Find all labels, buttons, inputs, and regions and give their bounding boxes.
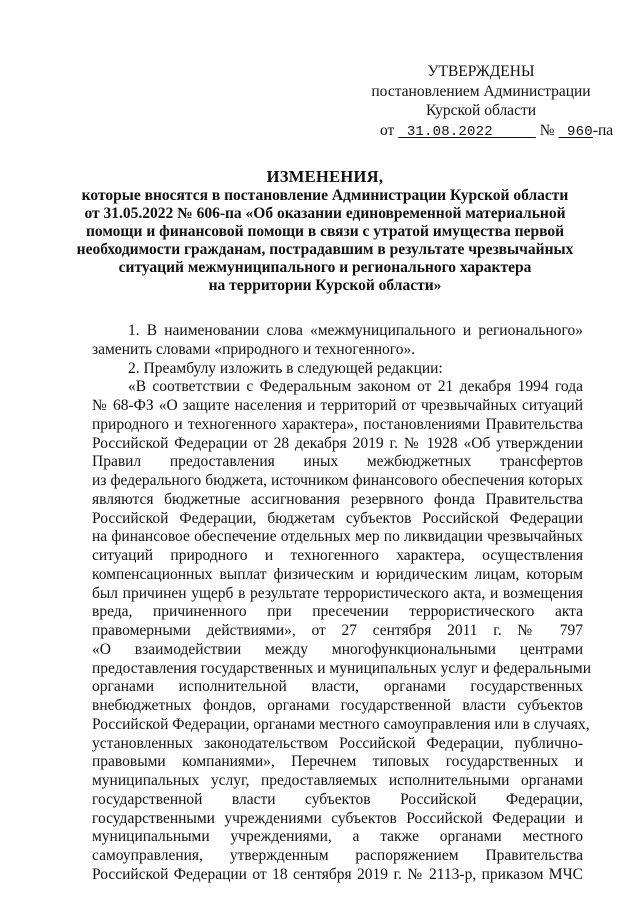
body-line: был причинен ущерб в результате террористического акта, и возмещения (92, 584, 583, 602)
body-line: муниципальными учреждениями, а также органами местного (92, 828, 583, 846)
body-line: вреда, причиненного при пресечении террористического акта (92, 603, 583, 621)
title-line: на территории Курской области» (208, 277, 442, 294)
body-line: самоуправления, утвержденным распоряжением Правительства (92, 847, 583, 864)
body-line: 2. Преамбулу изложить в следующей редакции: (128, 359, 443, 377)
approved-by-line: постановлением Администрации (371, 82, 591, 100)
date-prefix: от (380, 121, 395, 139)
body-line: «В соответствии с Федеральным законом от 21 декабря 1994 года (128, 378, 583, 396)
body-line: муниципальных услуг, предоставляемых исполнительными органами (92, 772, 583, 789)
title-line: помощи и финансовой помощи в связи с утратой имущества первой (85, 223, 565, 240)
body-line: Российской Федерации от 28 декабря 2019 г. № 1928 «Об утверждении (92, 434, 583, 452)
body-line: Правил предоставления иных межбюджетных трансфертов (92, 453, 583, 471)
decree-number: 960 (567, 123, 593, 140)
body-line: государственной власти субъектов Российской Федерации, (92, 790, 583, 808)
body-line: № 68-ФЗ «О защите населения и территорий от чрезвычайных ситуаций (92, 397, 583, 414)
body-line: ситуаций природного и техногенного характера, осуществления (92, 547, 583, 564)
number-suffix: -па (592, 121, 614, 139)
approval-stamp (366, 62, 614, 142)
body-line: правовыми компаниями», Перечнем типовых государственных и (92, 753, 583, 771)
title-line: от 31.05.2022 № 606-па «Об оказании единовременной материальной (84, 205, 566, 222)
body-line: правомерными действиями», от 27 сентября 2011 г. № 797 (92, 622, 583, 639)
body-line: Российской Федерации, бюджетам субъектов Российской Федерации (92, 509, 583, 527)
title-line: ситуаций межмуниципального и регионального характера (118, 259, 532, 276)
body-line: компенсационных выплат физическим и юридическим лицам, которым (92, 565, 583, 583)
body-line: предоставления государственных и муниципальных услуг и федеральными (92, 659, 591, 677)
decree-date-number-line (366, 121, 614, 143)
body-line: 1. В наименовании слова «межмуниципального и регионального» (128, 322, 583, 339)
body-line: Российской Федерации от 18 сентября 2019 г. № 2113-р, приказом МЧС (92, 865, 583, 883)
title-line: которые вносятся в постановление Администрации Курской области (81, 187, 569, 204)
body-line: «О взаимодействии между многофункциональными центрами (92, 640, 583, 658)
body-line: внебюджетных фондов, органами государственной власти субъектов (92, 697, 583, 714)
approved-heading: УТВЕРЖДЕНЫ (427, 63, 535, 80)
approved-region-line: Курской области (425, 102, 537, 119)
body-line: государственными учреждениями субъектов Российской Федерации и (92, 809, 583, 827)
body-line: установленных законодательством Российской Федерации, публично- (92, 734, 583, 752)
body-line: являются бюджетные ассигнования резервного фонда Правительства (92, 490, 583, 508)
body-line: заменить словами «природного и техногенного». (92, 340, 416, 358)
title-line: необходимости гражданам, пострадавшим в результате чрезвычайных (76, 241, 574, 258)
body-line: Российской Федерации, органами местного самоуправления или в случаях, (92, 715, 590, 733)
body-line: из федерального бюджета, источником финансового обеспечения которых (92, 472, 583, 489)
body-line: на финансовое обеспечение отдельных мер по ликвидации чрезвычайных (92, 528, 583, 546)
document-body (92, 322, 591, 885)
decree-date: 31.08.2022 (406, 123, 493, 140)
body-line: природного и техногенного характера», постановлениями Правительства (92, 415, 583, 433)
body-line: органами исполнительной власти, органами государственных (92, 678, 583, 696)
number-sign: № (539, 121, 555, 139)
document-title (60, 168, 590, 295)
title-heading: ИЗМЕНЕНИЯ, (266, 167, 384, 186)
